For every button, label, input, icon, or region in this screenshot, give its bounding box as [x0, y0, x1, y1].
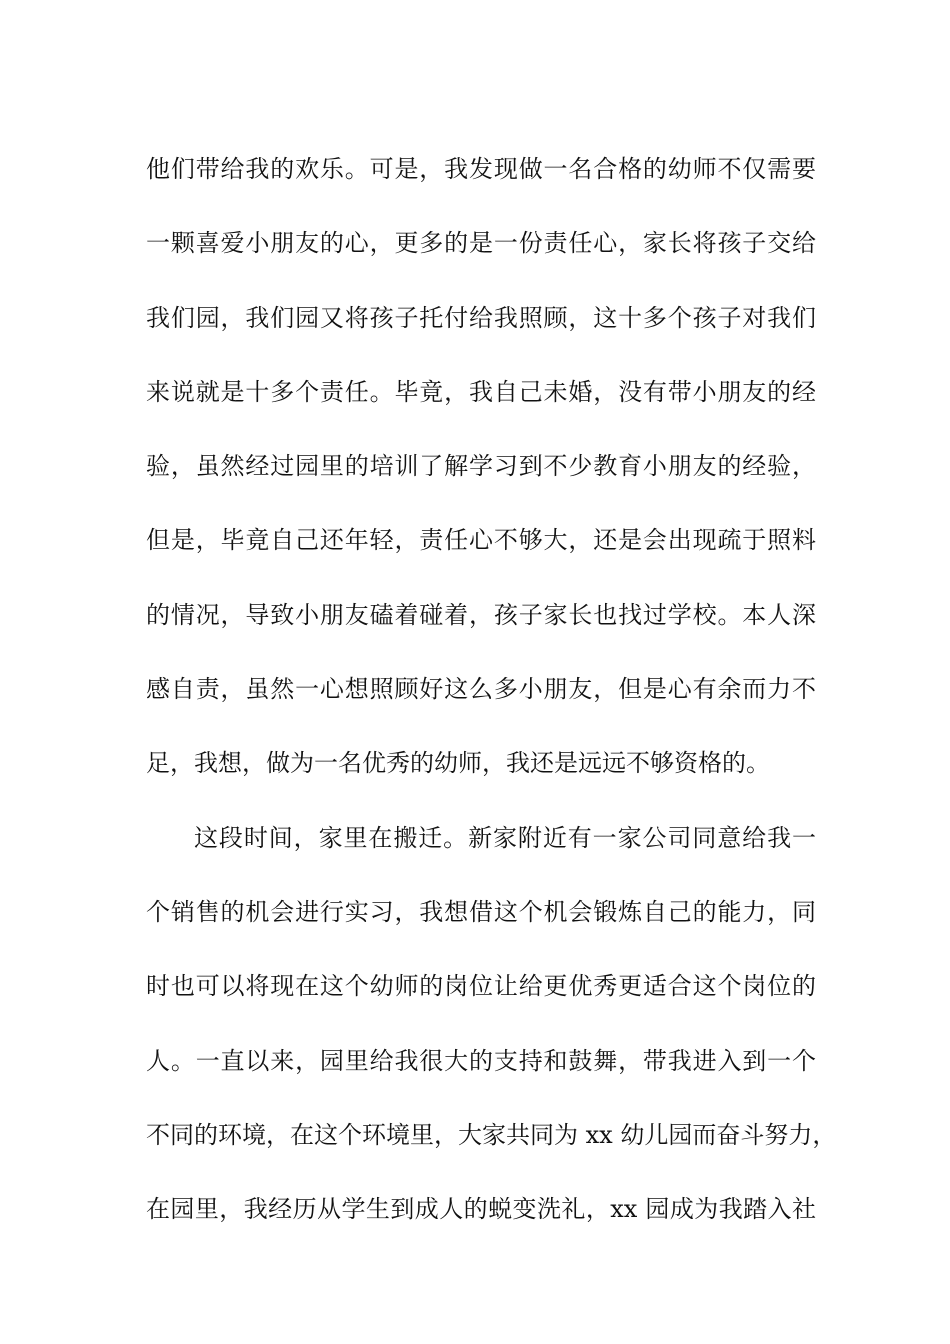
text-line: 足，我想，做为一名优秀的幼师，我还是远远不够资格的。	[146, 749, 770, 778]
text-line: 我们园，我们园又将孩子托付给我照顾，这十多个孩子对我们	[146, 303, 816, 332]
text-line: 但是，毕竟自己还年轻，责任心不够大，还是会出现疏于照料	[146, 526, 816, 555]
text-line: 的情况，导致小朋友磕着碰着，孩子家长也找过学校。本人深	[146, 600, 816, 629]
text-line: 感自责，虽然一心想照顾好这么多小朋友，但是心有余而力不	[146, 675, 816, 704]
text-line: 他们带给我的欢乐。可是，我发现做一名合格的幼师不仅需要	[146, 155, 816, 183]
text-line: 一颗喜爱小朋友的心，更多的是一份责任心，家长将孩子交给	[146, 229, 816, 258]
text-line: 个销售的机会进行实习，我想借这个机会锻炼自己的能力，同	[146, 897, 816, 926]
paragraph-first-line: 这段时间，家里在搬迁。新家附近有一家公司同意给我一	[194, 823, 816, 852]
text-line: 验，虽然经过园里的培训了解学习到不少教育小朋友的经验，	[146, 452, 816, 481]
body-text	[146, 132, 837, 1246]
text-line: 不同的环境，在这个环境里，大家共同为 xx 幼儿园而奋斗努力，	[146, 1120, 837, 1149]
text-line: 时也可以将现在这个幼师的岗位让给更优秀更适合这个岗位的	[146, 972, 816, 1001]
text-line: 人。一直以来，园里给我很大的支持和鼓舞，带我进入到一个	[146, 1046, 816, 1075]
text-line: 在园里，我经历从学生到成人的蜕变洗礼，xx 园成为我踏入社	[146, 1195, 816, 1224]
text-line: 来说就是十多个责任。毕竟，我自己未婚，没有带小朋友的经	[146, 377, 816, 406]
